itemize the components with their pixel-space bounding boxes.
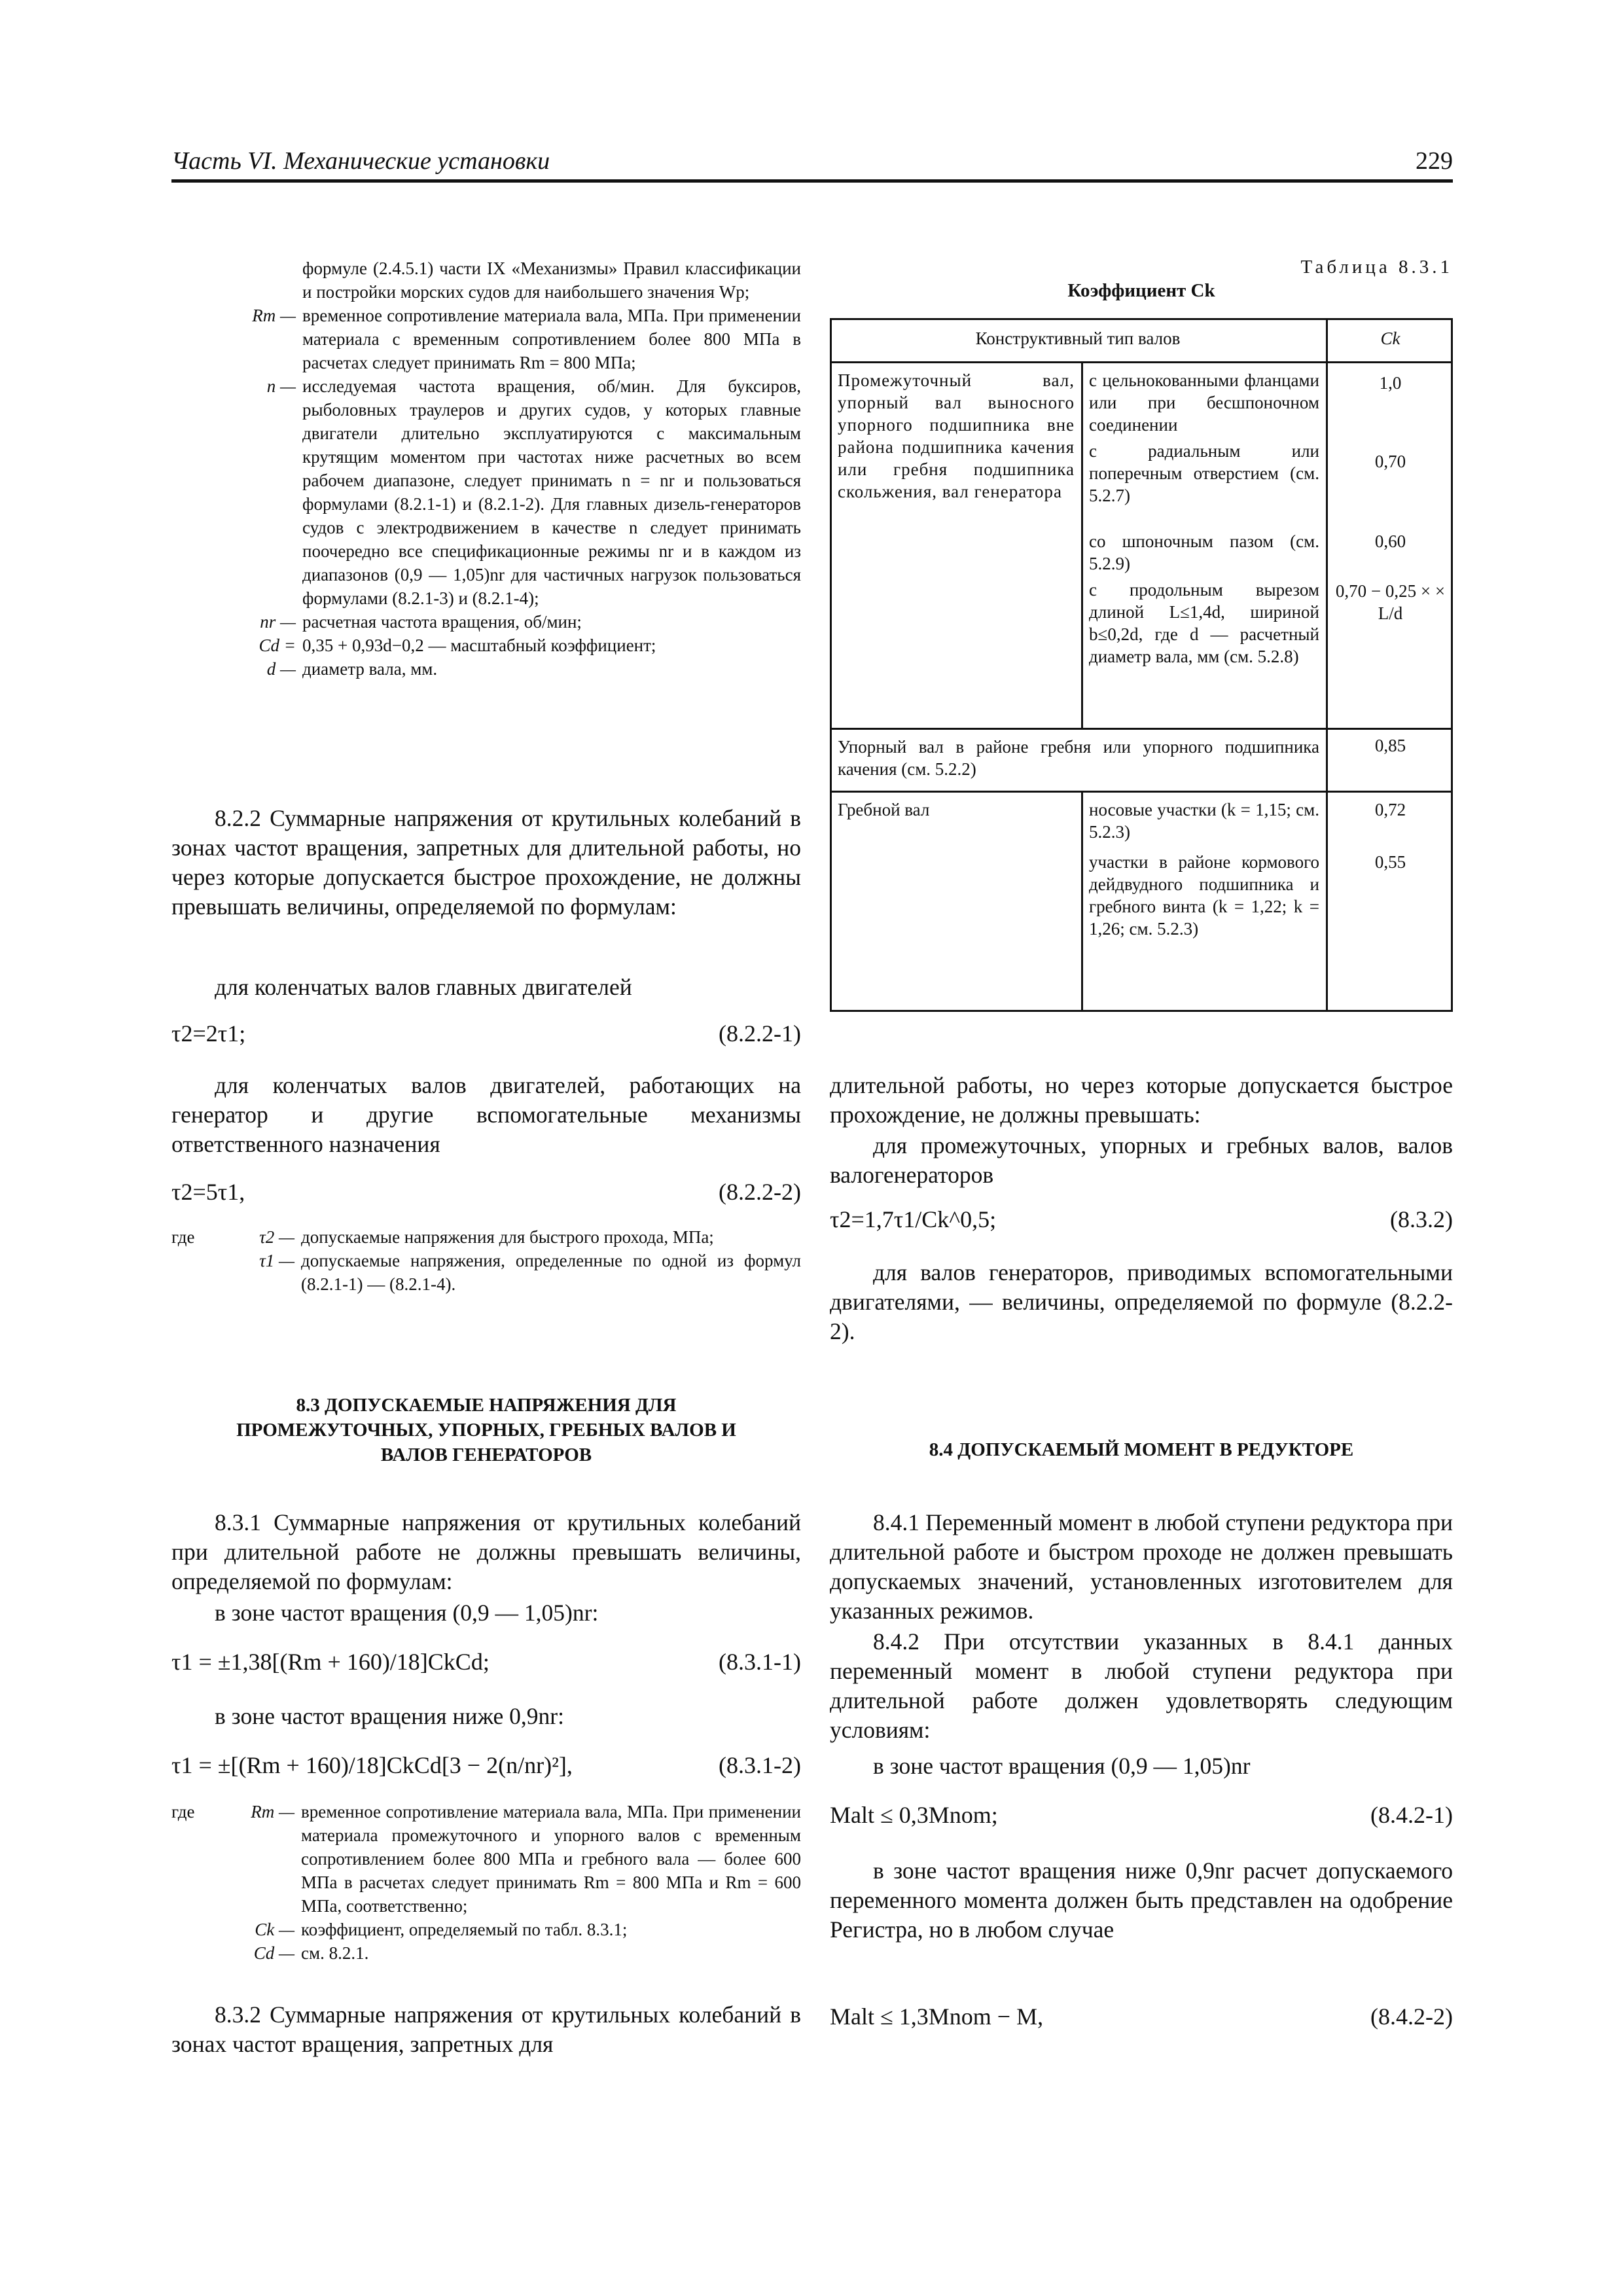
equation-8-2-2-2: τ2=5τ1, (8.2.2-2) <box>171 1179 801 1205</box>
table-row1-value: 0,60 <box>1374 531 1406 551</box>
header-title: Часть VI. Механические установки <box>171 147 550 175</box>
table-subtitle: Коэффициент Ck <box>1067 280 1215 301</box>
equation-8-4-2-1: Malt ≤ 0,3Mnom; (8.4.2-1) <box>830 1802 1453 1828</box>
table-row1-variant: с радиальным или поперечным отверстием (см. 5.2.7) <box>1089 441 1319 505</box>
table-divider <box>1081 361 1083 728</box>
definitions-8-2-1 <box>171 257 801 681</box>
where-block-1: где τ2 — допускаемые напряжения для быстрого прохода, МПа; τ1 — допускаемые напряжения, определенные по одной из формул (8.2.1-1) — (8.2.1-4). <box>171 1225 801 1317</box>
paragraph-generators: для валов генераторов, приводимых вспомогательными двигателями, — величины, определяемой по формуле (8.2.2-2). <box>830 1259 1453 1344</box>
running-header <box>171 139 1453 183</box>
table-row3-variant: участки в районе кормового дейдвудного подшипника и гребного винта (k = 1,22; k = 1,26; см. 5.2.3) <box>1089 852 1319 939</box>
table-row1-variant: с цельнокованными фланцами или при бесшпоночном соединении <box>1089 370 1319 435</box>
table-row1-value: 0,70 − 0,25 × × L/d <box>1335 581 1446 623</box>
table-row1-value: 1,0 <box>1379 373 1402 393</box>
table-header-ck: Ck <box>1380 329 1400 348</box>
table-row1-variant: с продольным вырезом длиной L≤1,4d, шириной b≤0,2d, где d — расчетный диаметр вала, мм (см. 5.2.8) <box>1089 580 1319 666</box>
definition-row: nr — расчетная частота вращения, об/мин; <box>260 612 582 632</box>
paragraph-crankshaft-main: для коленчатых валов главных двигателей <box>215 974 632 1000</box>
table-divider <box>1081 791 1083 1012</box>
table-header-type: Конструктивный тип валов <box>975 329 1181 348</box>
paragraph-zone-3: в зоне частот вращения (0,9 — 1,05)nr <box>873 1753 1251 1779</box>
table-divider <box>830 728 1453 730</box>
where-row: Rm — временное сопротивление материала вала, МПа. При применении материала промежуточного и упорного валов с временным сопротивлением более 800 МПа и гребного вала — более 600 МПа в расчетах следует принимать Rm = 800 МПа и Rm = 600 МПа, соответственно; <box>251 1802 801 1916</box>
table-divider <box>1326 318 1328 1012</box>
definition-row: d — диаметр вала, мм. <box>266 659 438 679</box>
table-row3-value: 0,72 <box>1374 800 1406 819</box>
table-divider <box>830 791 1453 793</box>
where-block-2: где Rm — временное сопротивление материала вала, МПа. При применении материала промежуточного и упорного валов с временным сопротивлением более 800 МПа и гребного вала — более 600 МПа в расчетах следует принимать Rm = 800 МПа и Rm = 600 МПа, соответственно; Ck — коэффициент, определяемый по табл. 8.3.1; Cd — см. 8.2.1. <box>171 1800 801 1957</box>
page-number: 229 <box>1416 147 1453 175</box>
equation-8-3-1-2: τ1 = ±[(Rm + 160)/18]CkCd[3 − 2(n/nr)²], (8.3.1-2) <box>171 1752 801 1778</box>
equation-8-3-2: τ2=1,7τ1/Ck^0,5; (8.3.2) <box>830 1206 1453 1232</box>
paragraph-8-3-2-continued: длительной работы, но через которые допускается быстрое прохождение, не должны превышать: <box>830 1072 1453 1128</box>
paragraph-8-4-2: 8.4.2 При отсутствии указанных в 8.4.1 данных переменный момент в любой ступени редуктора при длительной работе должен удовлетворять следующим условиям: <box>830 1628 1453 1743</box>
table-caption: Таблица 8.3.1 <box>1300 257 1453 278</box>
definition-row: Cd = 0,35 + 0,93d−0,2 — масштабный коэффициент; <box>259 636 656 655</box>
equation-8-2-2-1: τ2=2τ1; (8.2.2-1) <box>171 1020 801 1047</box>
section-heading-8-4: 8.4 ДОПУСКАЕМЫЙ МОМЕНТ В РЕДУКТОРЕ <box>929 1439 1354 1460</box>
paragraph-8-4-1: 8.4.1 Переменный момент в любой ступени редуктора при длительной работе и быстром проходе не должен превышать допускаемых значений, установленных изготовителем для указанных режимов. <box>830 1509 1453 1624</box>
table-divider <box>830 361 1453 363</box>
definition-row: n — исследуемая частота вращения, об/мин. Для буксиров, рыболовных траулеров и других судов, у которых главные двигатели длительно эксплуатируются с максимальным крутящим моментом при частотах ниже расчетных во всем рабочем диапазоне, следует принимать n = nr и пользоваться формулами (8.2.1-1) и (8.2.1-2). Для главных дизель-генераторов судов с электродвижением в качестве n следует принимать поочередно все спецификационные режимы nr и в каждом из диапазонов (0,9 — 1,05)nr для частичных нагрузок пользоваться формулами (8.2.1-3) и (8.2.1-4); <box>266 376 801 608</box>
equation-8-4-2-2: Malt ≤ 1,3Mnom − M, (8.4.2-2) <box>830 2003 1453 2030</box>
table-row2-type: Упорный вал в районе гребня или упорного подшипника качения (см. 5.2.2) <box>838 737 1319 779</box>
paragraph-8-3-2: 8.3.2 Суммарные напряжения от крутильных колебаний в зонах частот вращения, запретных для <box>171 2001 801 2057</box>
where-row: τ2 — допускаемые напряжения для быстрого прохода, МПа; <box>259 1227 714 1247</box>
where-row: Ck — коэффициент, определяемый по табл. 8.3.1; <box>255 1920 628 1939</box>
equation-8-3-1-1: τ1 = ±1,38[(Rm + 160)/18]CkCd; (8.3.1-1) <box>171 1649 801 1675</box>
table-row1-type: Промежуточный вал, упорный вал выносного упорного подшипника вне района подшипника качения или гребня подшипника скольжения, вал генератора <box>838 370 1075 501</box>
paragraph-zone-2: в зоне частот вращения ниже 0,9nr: <box>215 1703 564 1729</box>
paragraph-zone-4: в зоне частот вращения ниже 0,9nr расчет допускаемого переменного момента должен быть представлен на одобрение Регистра, но в любом случае <box>830 1857 1453 1943</box>
table-row1-variant: со шпоночным пазом (см. 5.2.9) <box>1089 531 1319 573</box>
paragraph-zone-1: в зоне частот вращения (0,9 — 1,05)nr: <box>215 1600 599 1626</box>
definition-row: формуле (2.4.5.1) части IX «Механизмы» Правил классификации и постройки морских судов для наибольшего значения Wp; <box>302 259 801 302</box>
table-row3-variant: носовые участки (k = 1,15; см. 5.2.3) <box>1089 800 1319 842</box>
table-row3-type: Гребной вал <box>838 800 930 819</box>
paragraph-crankshaft-generator: для коленчатых валов двигателей, работающих на генератор и другие вспомогательные механизмы ответственного назначения <box>171 1072 801 1157</box>
table-row3-value: 0,55 <box>1374 852 1406 872</box>
table-row1-value: 0,70 <box>1374 452 1406 471</box>
definition-row: Rm — временное сопротивление материала вала, МПа. При применении материала с временным сопротивлением более 800 МПа в расчетах следует принимать Rm = 800 МПа; <box>252 306 801 372</box>
paragraph-shafts: для промежуточных, упорных и гребных валов, валов валогенераторов <box>830 1132 1453 1188</box>
section-heading-8-3: 8.3 ДОПУСКАЕМЫЕ НАПРЯЖЕНИЯ ДЛЯ ПРОМЕЖУТОЧНЫХ, УПОРНЫХ, ГРЕБНЫХ ВАЛОВ И ВАЛОВ ГЕНЕРАТОРОВ <box>236 1395 736 1465</box>
where-row: Cd — см. 8.2.1. <box>253 1943 369 1963</box>
table-row2-value: 0,85 <box>1374 736 1406 755</box>
where-row: τ1 — допускаемые напряжения, определенные по одной из формул (8.2.1-1) — (8.2.1-4). <box>259 1251 801 1294</box>
paragraph-8-2-2: 8.2.2 Суммарные напряжения от крутильных колебаний в зонах частот вращения, запретных для длительной работы, но через которые допускается быстрое прохождение, не должны превышать величины, определяемой по формулам: <box>171 805 801 920</box>
paragraph-8-3-1: 8.3.1 Суммарные напряжения от крутильных колебаний при длительной работе не должны превышать величины, определяемой по формулам: <box>171 1509 801 1594</box>
